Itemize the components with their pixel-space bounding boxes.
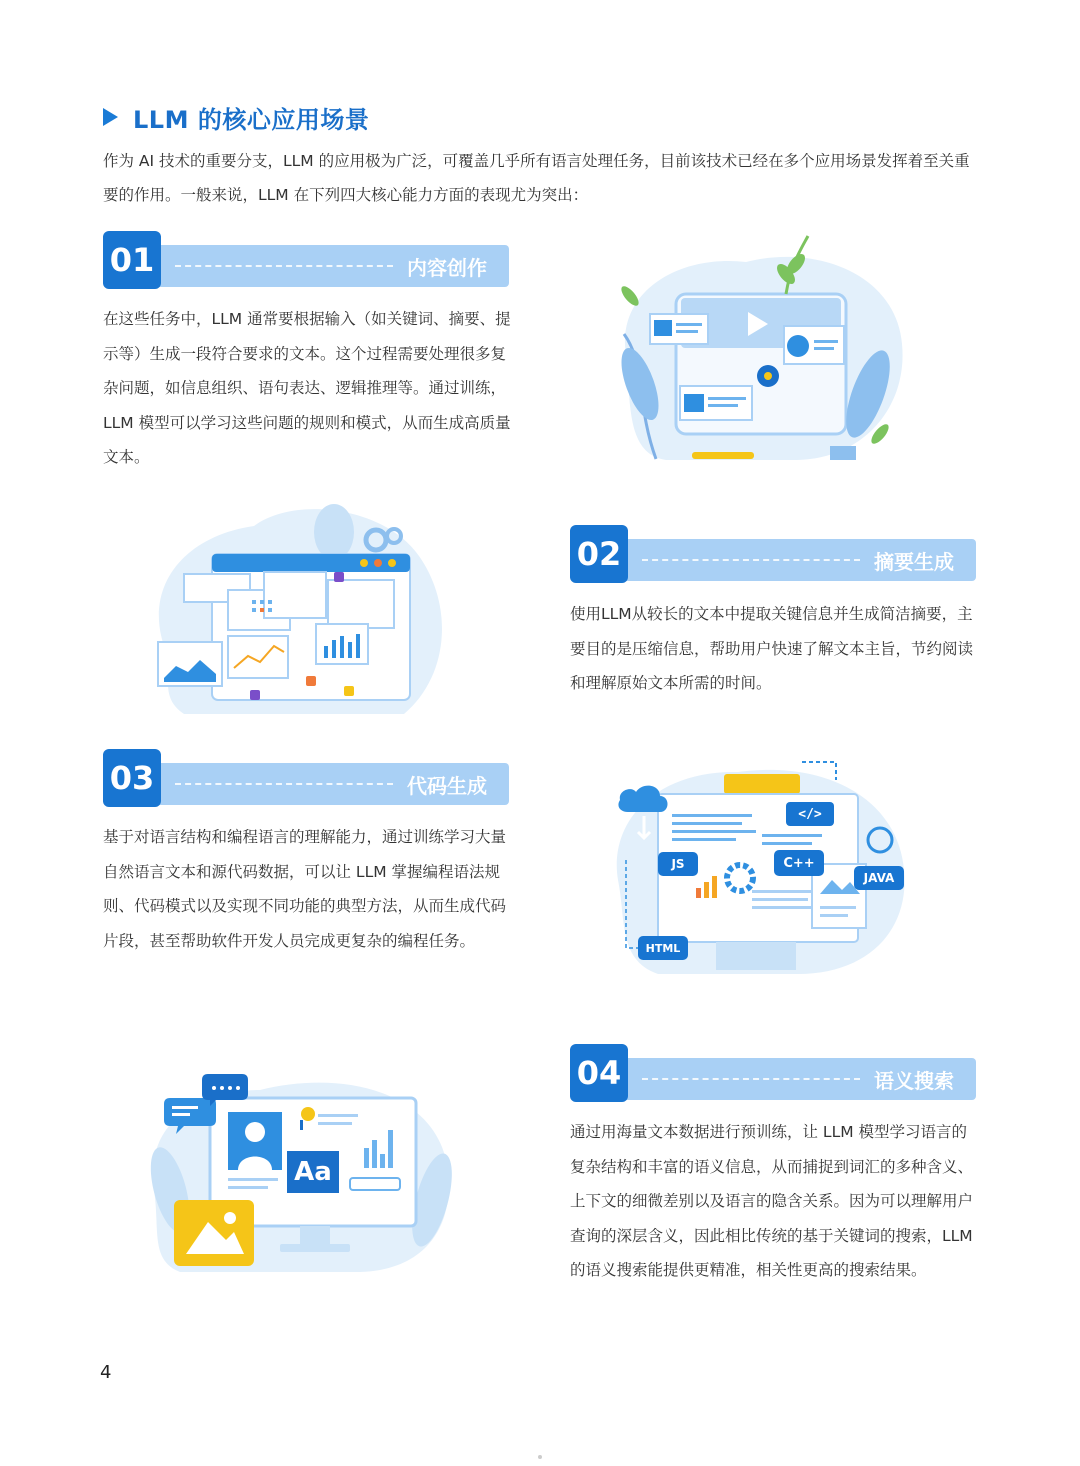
section-04-header (570, 1044, 976, 1102)
section-number: 02 (570, 525, 628, 583)
section-03-text: 基于对语言结构和编程语言的理解能力，通过训练学习大量自然语言文本和源代码数据，可以让 LLM 掌握编程语法规则、代码模式以及实现不同功能的典型方法，从而生成代码片段，甚至帮助软件开发人员完成更复杂的编程任务。 (103, 828, 507, 950)
section-number: 01 (103, 231, 161, 289)
section-04-text: 通过用海量文本数据进行预训练，让 LLM 模型学习语言的复杂结构和丰富的语义信息，从而捕捉到词汇的多种含义、上下文的细微差别以及语言的隐含关系。因为可以理解用户查询的深层含义，因此相比传统的基于关键词的搜索，LLM 的语义搜索能提供更精准，相关性更高的搜索结果。 (570, 1123, 974, 1279)
page-title (103, 98, 369, 136)
section-01-text: 在这些任务中，LLM 通常要根据输入（如关键词、摘要、提示等）生成一段符合要求的文本。这个过程需要处理很多复杂问题，如信息组织、语句表达、逻辑推理等。通过训练，LLM 模型可以学习这些问题的规则和模式，从而生成高质量文本。 (103, 310, 511, 466)
section-01-header (103, 231, 509, 289)
font-aa-icon: Aa (284, 1148, 342, 1196)
section-02-header (570, 525, 976, 583)
title-text: LLM 的核心应用场景 (133, 105, 370, 134)
section-label: 摘要生成 (874, 549, 954, 574)
section-bar (153, 763, 509, 805)
section-bar (620, 539, 976, 581)
section-label: 内容创作 (407, 255, 487, 280)
java-tag: JAVA (854, 866, 904, 890)
section-number: 04 (570, 1044, 628, 1102)
play-triangle-icon (103, 108, 118, 126)
html-tag: HTML (638, 936, 688, 960)
cpp-tag: C++ (774, 850, 824, 876)
js-tag: JS (658, 852, 698, 876)
section-02-text: 使用LLM从较长的文本中提取关键信息并生成简洁摘要，主要目的是压缩信息，帮助用户快速了解文本主旨，节约阅读和理解原始文本所需的时间。 (570, 605, 974, 692)
section-number: 03 (103, 749, 161, 807)
code-tag: </> (786, 802, 834, 826)
section-bar (153, 245, 509, 287)
intro-paragraph: 作为 AI 技术的重要分支，LLM 的应用极为广泛，可覆盖几乎所有语言处理任务，目前该技术已经在多个应用场景发挥着至关重要的作用。一般来说，LLM 在下列四大核心能力方面的表现尤为突出： (103, 152, 970, 204)
summary-illustration (144, 496, 454, 720)
semantic-search-illustration (140, 1070, 458, 1276)
section-bar (620, 1058, 976, 1100)
page-number: 4 (100, 1362, 112, 1383)
page-indicator-dot (538, 1455, 542, 1459)
content-creation-illustration (596, 234, 912, 466)
code-generation-illustration (598, 760, 910, 976)
section-label: 语义搜索 (874, 1068, 954, 1093)
section-03-header (103, 749, 509, 807)
section-label: 代码生成 (407, 773, 487, 798)
